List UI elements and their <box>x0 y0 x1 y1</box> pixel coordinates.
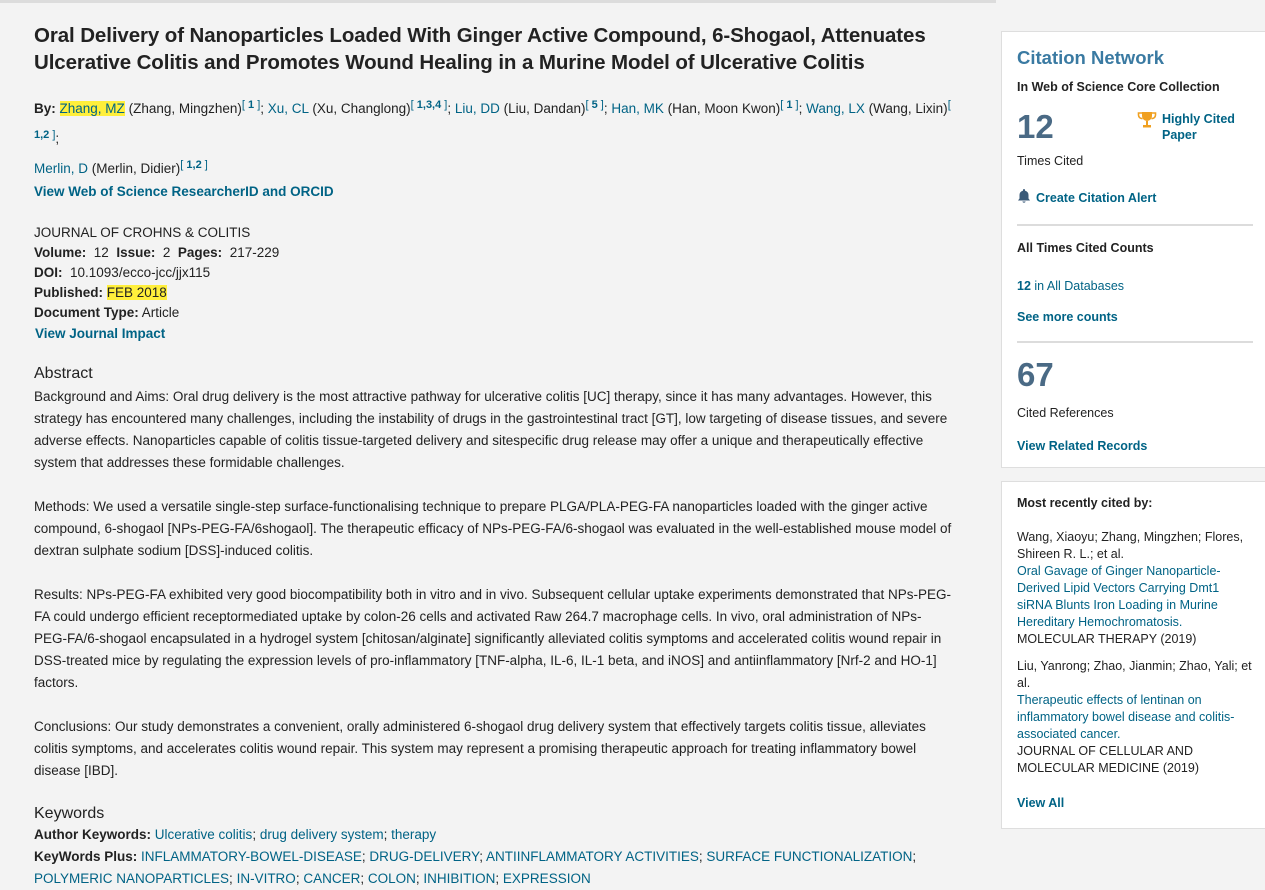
abstract-background: Background and Aims: Oral drug delivery is the most attractive pathway for ulcerative colitis [UC] therapy, since it has many advantages. However, this strategy has encountered many challenges, including the instability of drugs in the gastrointestinal tract [GT], low targeting of disease tissues, and severe adverse effects. Nanoparticles capable of colitis tissue-targeted delivery and sitespecific drug release may offer a unique and therapeutically effective system that addresses these formidable challenges. <box>34 389 948 470</box>
keyword-link[interactable]: EXPRESSION <box>502 871 591 886</box>
citing-source: JOURNAL OF CELLULAR AND MOLECULAR MEDICINE (2019) <box>1017 744 1199 775</box>
abstract-results: Results: NPs-PEG-FA exhibited very good biocompatibility both in vitro and in vivo. Subsequent cellular uptake experiments demonstrated that NPs-PEG-FA could undergo efficient receptormediated uptake by colon-26 cells and activated Raw 264.7 macrophage cells. In vivo, oral administration of NPs-PEG-FA/6-shogaol encapsulated in a hydrogel system [chitosan/alginate] significantly alleviated colitis symptoms and accelerated colitis wound repair in DSS-treated mice by regulating the expression levels of pro-inflammatory [TNF-alpha, IL-6, IL-1 beta, and iNOS] and antiinflammatory [Nrf-2 and HO-1] factors. <box>34 587 951 690</box>
citation-network-card <box>1001 31 1265 468</box>
author-link-3[interactable]: Han, MK <box>611 101 664 116</box>
author-link-4[interactable]: Wang, LX <box>806 101 865 116</box>
doctype-value: Article <box>141 305 180 320</box>
abstract-conclusions: Conclusions: Our study demonstrates a convenient, orally administered 6-shogaol drug delivery system that effectively targets colitis tissue, alleviates colitis symptoms, and accelerates colitis wound repair. This system may represent a promising therapeutic approach for treating inflammatory bowel disease [IBD]. <box>34 719 926 778</box>
highly-cited-badge[interactable] <box>1137 111 1242 143</box>
cited-references-count[interactable]: 67 <box>1017 356 1054 393</box>
keywords-plus: KeyWords Plus: INFLAMMATORY-BOWEL-DISEASE; DRUG-DELIVERY; ANTIINFLAMMATORY ACTIVITIES; SURFACE FUNCTIONALIZATION; POLYMERIC NANOPARTICLES; IN-VITRO; CANCER; COLON; INHIBITION; EXPRESSION <box>34 849 917 886</box>
abstract-heading: Abstract <box>34 365 93 382</box>
aff-link[interactable]: 1,2 <box>186 159 202 171</box>
author-link-0[interactable]: Zhang, MZ <box>59 101 125 116</box>
keyword-link[interactable]: INFLAMMATORY-BOWEL-DISEASE <box>141 849 362 864</box>
journal-impact-link[interactable]: View Journal Impact <box>35 326 166 341</box>
all-databases-link[interactable]: 12 in All Databases <box>1017 279 1125 293</box>
keyword-link[interactable]: therapy <box>391 827 437 842</box>
published-date: FEB 2018 <box>106 285 167 300</box>
keyword-link[interactable]: Ulcerative colitis <box>154 827 253 842</box>
citing-record <box>1017 658 1253 777</box>
recently-cited-heading: Most recently cited by: <box>1017 496 1153 510</box>
author-link-1[interactable]: Xu, CL <box>267 101 309 116</box>
keyword-link[interactable]: POLYMERIC NANOPARTICLES <box>34 871 230 886</box>
times-cited-count[interactable]: 12 <box>1017 108 1054 145</box>
abstract-methods: Methods: We used a versatile single-step surface-functionalising technique to prepare PLGA/PLA-PEG-FA nanoparticles loaded with the ginger active compound, 6-shogaol [NPs-PEG-FA/6shogaol]. The therapeutic efficacy of NPs-PEG-FA/6-shogaol was evaluated in the well-established mouse model of dextran sulphate sodium [DSS]-induced colitis. <box>34 499 952 558</box>
aff-link[interactable]: 1,2 <box>34 129 50 141</box>
keywords-heading: Keywords <box>34 805 105 822</box>
aff-link[interactable]: 1 <box>786 99 793 111</box>
related-records-link[interactable]: View Related Records <box>1017 439 1148 453</box>
view-all-link[interactable]: View All <box>1017 796 1065 810</box>
collection-label: In Web of Science Core Collection <box>1017 80 1220 94</box>
keyword-link[interactable]: INHIBITION <box>423 871 496 886</box>
researcher-id-link[interactable]: View Web of Science ResearcherID and ORCID <box>34 184 334 199</box>
keyword-link[interactable]: IN-VITRO <box>236 871 296 886</box>
issue-value: 2 <box>162 245 171 260</box>
authors-line: By: Zhang, MZ (Zhang, Mingzhen)[ 1 ]; Xu, CL (Xu, Changlong)[ 1,3,4 ]; Liu, DD (Liu, Dandan)[ 5 ]; Han, MK (Han, Moon Kwon)[ 1 ]; Wang, LX (Wang, Lixin)[ 1,2 ]; Merlin, D (Merlin, Didier)[ 1,2 ] <box>34 99 951 176</box>
times-cited-label: Times Cited <box>1017 154 1084 168</box>
recently-cited-card <box>1001 481 1265 829</box>
journal-info: JOURNAL OF CROHNS & COLITIS Volume: 12 Issue: 2 Pages: 217-229 DOI: 10.1093/ecco-jcc/jjx115 Published: FEB 2018 Document Type: Article View Journal Impact <box>34 223 954 345</box>
aff-link[interactable]: 1 <box>248 99 255 111</box>
trophy-icon <box>1137 111 1157 143</box>
keyword-link[interactable]: drug delivery system <box>259 827 384 842</box>
journal-name: JOURNAL OF CROHNS & COLITIS <box>34 225 251 240</box>
keyword-link[interactable]: COLON <box>367 871 416 886</box>
aff-link[interactable]: 1,3,4 <box>416 99 442 111</box>
see-more-counts-link[interactable]: See more counts <box>1017 310 1118 324</box>
author-link-5[interactable]: Merlin, D <box>34 161 89 176</box>
citing-title-link[interactable]: Oral Gavage of Ginger Nanoparticle-Derived Lipid Vectors Carrying Dmt1 siRNA Blunts Iron Loading in Murine Hereditary Hemochromatosis. <box>1017 564 1221 629</box>
aff-link[interactable]: 5 <box>591 99 598 111</box>
author-keywords: Author Keywords: Ulcerative colitis; drug delivery system; therapy <box>34 827 437 842</box>
citing-authors: Liu, Yanrong; Zhao, Jianmin; Zhao, Yali; et al. <box>1017 659 1252 690</box>
keyword-link[interactable]: CANCER <box>303 871 361 886</box>
keyword-link[interactable]: SURFACE FUNCTIONALIZATION <box>706 849 913 864</box>
divider <box>1017 341 1253 343</box>
abstract-body <box>34 386 954 782</box>
citing-source: MOLECULAR THERAPY (2019) <box>1017 632 1197 646</box>
all-counts-heading: All Times Cited Counts <box>1017 241 1154 255</box>
doi-value: 10.1093/ecco-jcc/jjx115 <box>70 265 211 280</box>
volume-value: 12 <box>93 245 109 260</box>
cited-references-label: Cited References <box>1017 406 1114 420</box>
create-citation-alert[interactable] <box>1017 188 1156 207</box>
citing-record <box>1017 529 1253 648</box>
citing-authors: Wang, Xiaoyu; Zhang, Mingzhen; Flores, Shireen R. L.; et al. <box>1017 530 1244 561</box>
bell-icon <box>1017 188 1031 207</box>
pages-value: 217-229 <box>229 245 280 260</box>
article-main <box>34 22 954 890</box>
divider <box>1017 224 1253 226</box>
by-label: By: <box>34 101 56 116</box>
citation-network-title: Citation Network <box>1017 47 1164 68</box>
citing-title-link[interactable]: Therapeutic effects of lentinan on inflammatory bowel disease and colitis-associated cancer. <box>1017 693 1235 741</box>
highly-cited-link[interactable]: Highly Cited Paper <box>1162 112 1235 142</box>
top-divider <box>0 0 996 3</box>
create-alert-label[interactable]: Create Citation Alert <box>1036 190 1157 205</box>
keyword-link[interactable]: ANTIINFLAMMATORY ACTIVITIES <box>486 849 699 864</box>
author-link-2[interactable]: Liu, DD <box>454 101 500 116</box>
keyword-link[interactable]: DRUG-DELIVERY <box>369 849 480 864</box>
article-title: Oral Delivery of Nanoparticles Loaded With Ginger Active Compound, 6-Shogaol, Attenuates Ulcerative Colitis and Promotes Wound Healing in a Murine Model of Ulcerative Colitis <box>34 24 926 74</box>
